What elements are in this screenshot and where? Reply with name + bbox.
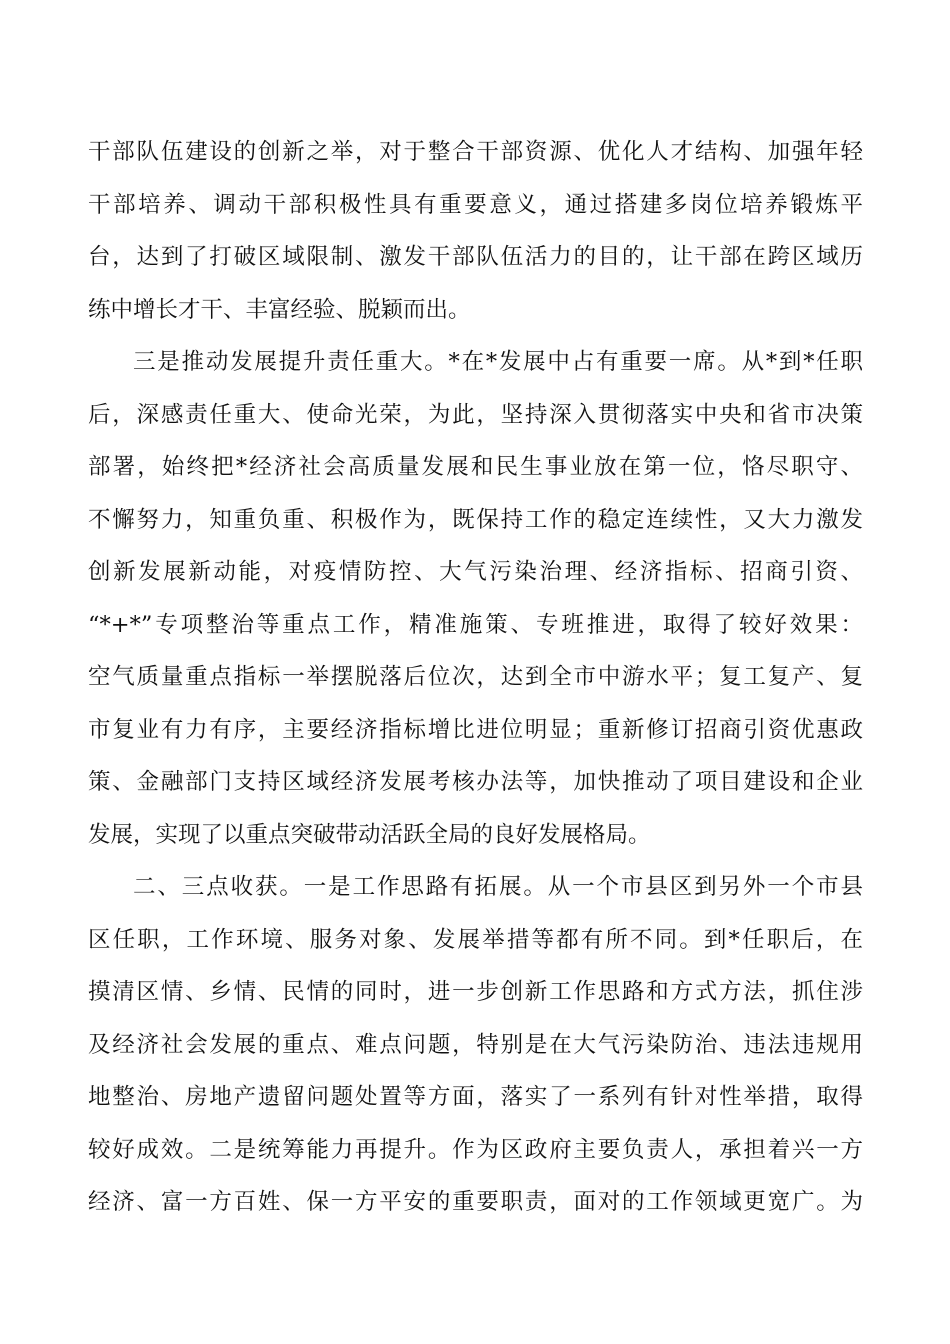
text-line: 地整治、房地产遗留问题处置等方面，落实了一系列有针对性举措，取得 — [88, 1084, 863, 1110]
text-line: 不懈努力，知重负重、积极作为，既保持工作的稳定连续性，又大力激发 — [88, 506, 863, 533]
paragraph-start-line: 三是推动发展提升责任重大。*在*发展中占有重要一席。从*到*任职 — [133, 349, 863, 375]
text-line: 及经济社会发展的重点、难点问题，特别是在大气污染防治、违法违规用 — [88, 1031, 863, 1058]
document-body — [88, 126, 863, 1229]
text-line: 干部队伍建设的创新之举，对于整合干部资源、优化人才结构、加强年轻 — [88, 139, 863, 165]
text-line: 空气质量重点指标一举摆脱落后位次，达到全市中游水平；复工复产、复 — [88, 664, 863, 690]
text-line: 区任职，工作环境、服务对象、发展举措等都有所不同。到*任职后，在 — [88, 926, 863, 953]
text-line: 经济、富一方百姓、保一方平安的重要职责，面对的工作领域更宽广。为 — [88, 1189, 863, 1215]
text-line: 创新发展新动能，对疫情防控、大气污染治理、经济指标、招商引资、 — [88, 559, 863, 585]
text-line: 台，达到了打破区域限制、激发干部队伍活力的目的，让干部在跨区域历 — [88, 244, 863, 270]
text-line: 发展，实现了以重点突破带动活跃全局的良好发展格局。 — [88, 821, 651, 848]
text-line: 市复业有力有序，主要经济指标增比进位明显；重新修订招商引资优惠政 — [88, 716, 863, 743]
text-line: 较好成效。二是统筹能力再提升。作为区政府主要负责人，承担着兴一方 — [88, 1136, 863, 1163]
text-line: 干部培养、调动干部积极性具有重要意义，通过搭建多岗位培养锻炼平 — [88, 191, 863, 218]
text-line: 部署，始终把*经济社会高质量发展和民生事业放在第一位，恪尽职守、 — [88, 454, 863, 480]
text-line: 练中增长才干、丰富经验、脱颖而出。 — [88, 296, 471, 323]
text-line: 摸清区情、乡情、民情的同时，进一步创新工作思路和方式方法，抓住涉 — [88, 979, 863, 1005]
text-line: 策、金融部门支持区域经济发展考核办法等，加快推动了项目建设和企业 — [88, 769, 863, 795]
text-line: 后，深感责任重大、使命光荣，为此，坚持深入贯彻落实中央和省市决策 — [88, 401, 863, 428]
paragraph-start-line: 二、三点收获。一是工作思路有拓展。从一个市县区到另外一个市县 — [133, 874, 863, 900]
text-line: “*+*”专项整治等重点工作，精准施策、专班推进，取得了较好效果： — [88, 611, 863, 638]
